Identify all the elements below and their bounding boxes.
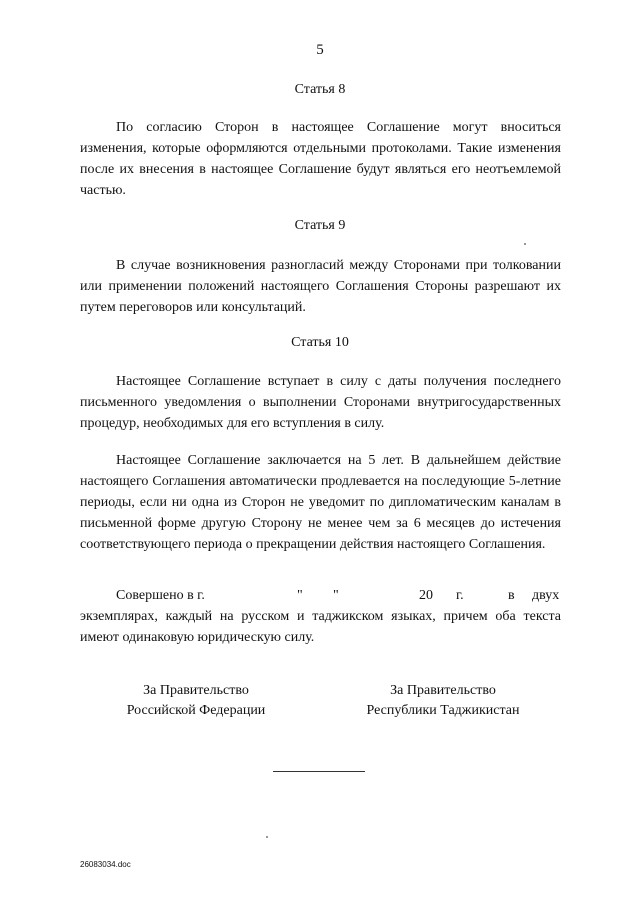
signature-right-line1: За Правительство	[390, 683, 496, 698]
article-9-paragraph: В случае возникновения разногласий между Сторонами при толковании или применении положений настоящего Соглашения Стороны разрешают их путем переговоров или консультаций.	[80, 258, 561, 315]
end-rule	[273, 771, 365, 772]
closing-year-suffix: г.	[456, 588, 464, 603]
signature-block-russia	[66, 681, 326, 721]
signature-left-line1: За Правительство	[143, 683, 249, 698]
article-10-heading: Статья 10	[291, 335, 349, 350]
signature-block-tajikistan	[313, 681, 573, 721]
closing-year: 20	[419, 588, 433, 603]
article-10-paragraph-2: Настоящее Соглашение заключается на 5 лет. В дальнейшем действие настоящего Соглашения автоматически продлевается на последующие 5-летние периоды, если ни одна из Сторон не уведомит по дипломатическим каналам в письменной форме другую Сторону не менее чем за 6 месяцев до истечения соответствующего периода о прекращении действия настоящего Соглашения.	[80, 453, 561, 552]
signature-right-line2: Республики Таджикистан	[366, 703, 520, 718]
scan-speck	[266, 836, 268, 838]
closing-quote-close: "	[333, 588, 339, 603]
closing-quote-open: "	[297, 588, 303, 603]
article-10-paragraph-1: Настоящее Соглашение вступает в силу с даты получения последнего письменного уведомления о выполнении Сторонами внутригосударственных процедур, необходимых для его вступления в силу.	[80, 374, 561, 431]
footer-filename: 26083034.doc	[80, 860, 131, 869]
closing-word-two: двух	[532, 588, 560, 603]
scan-speck	[524, 243, 526, 245]
article-8-heading: Статья 8	[294, 82, 346, 97]
article-8-paragraph: По согласию Сторон в настоящее Соглашение могут вноситься изменения, которые оформляются отдельными протоколами. Такие изменения после их внесения в настоящее Соглашение будут являться его неотъемлемой частью.	[80, 120, 561, 198]
closing-first-line	[80, 585, 561, 606]
closing-rest: экземплярах, каждый на русском и таджикском языках, причем оба текста имеют одинаковую юридическую силу.	[80, 609, 561, 645]
signature-left-line2: Российской Федерации	[126, 703, 266, 718]
article-9-heading: Статья 9	[294, 218, 346, 233]
page-number: 5	[316, 42, 324, 58]
closing-place-label: Совершено в г.	[116, 588, 205, 603]
closing-word-in: в	[508, 588, 515, 603]
